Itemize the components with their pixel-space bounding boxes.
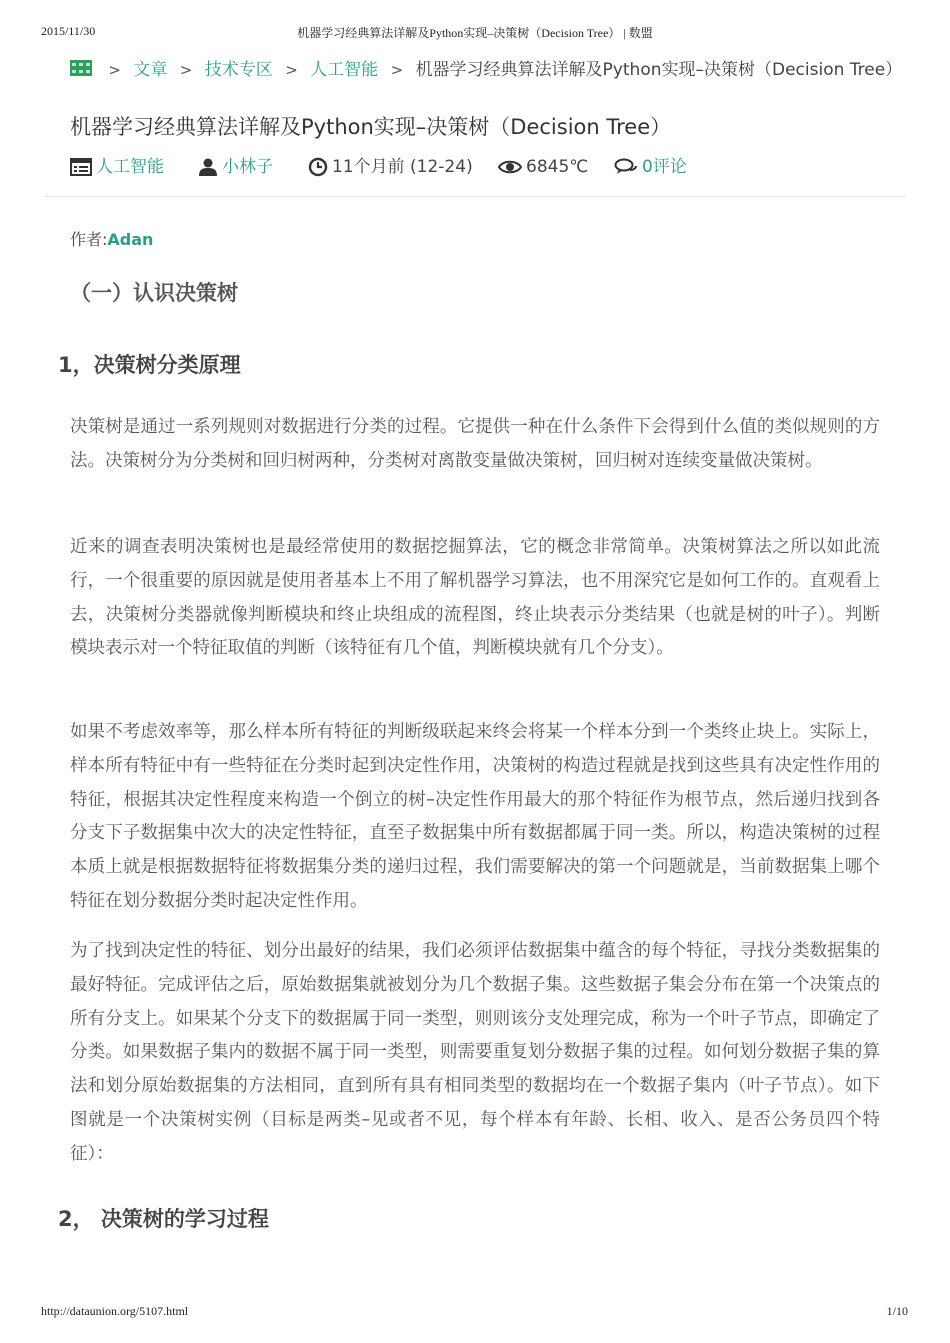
meta-time-text: 11个月前 (12-24) <box>332 157 473 177</box>
breadcrumb-separator: > <box>179 61 193 79</box>
meta-comments[interactable] <box>614 154 687 180</box>
meta-views <box>498 154 588 180</box>
meta-category-link[interactable]: 人工智能 <box>96 157 164 177</box>
subsection-1-title: 1，决策树分类原理 <box>58 353 241 377</box>
home-icon[interactable] <box>70 59 92 75</box>
breadcrumb-item-articles[interactable]: 文章 <box>133 60 168 80</box>
paragraph: 为了找到决定性的特征、划分出最好的结果，我们必须评估数据集中蕴含的每个特征，寻找分类数据集的最好特征。完成评估之后，原始数据集就被划分为几个数据子集。这些数据子集会分布在第一个决策点的所有分支上。如果某个分支下的数据属于同一类型，则则该分支处理完成，称为一个叶子节点，即确定了分类。如果数据子集内的数据不属于同一类型，则需要重复划分数据子集的过程。如何划分数据子集的算法和划分原始数据集的方法相同，直到所有具有相同类型的数据均在一个数据子集内（叶子节点）。如下图就是一个决策树实例（目标是两类–见或者不见，每个样本有年龄、长相、收入、是否公务员四个特征）： <box>70 941 880 1164</box>
breadcrumb-separator: > <box>285 61 298 79</box>
print-doc-title: 机器学习经典算法详解及Python实现–决策树（Decision Tree） | 数盟 <box>297 26 653 40</box>
print-header <box>0 24 950 40</box>
user-icon <box>198 158 218 176</box>
meta-category[interactable] <box>70 154 164 180</box>
meta-time <box>308 154 473 180</box>
breadcrumb-separator: > <box>108 61 121 79</box>
breadcrumb-separator: > <box>390 61 404 79</box>
meta-divider <box>44 196 906 197</box>
meta-views-text: 6845℃ <box>526 157 589 177</box>
breadcrumb <box>70 58 910 82</box>
print-url: http://dataunion.org/5107.html <box>41 1304 189 1318</box>
breadcrumb-item-tech-zone[interactable]: 技术专区 <box>204 60 273 80</box>
author-name: Adan <box>107 230 154 249</box>
category-icon <box>70 158 92 176</box>
breadcrumb-current: 机器学习经典算法详解及Python实现–决策树（Decision Tree） <box>415 60 903 80</box>
page-number: 1/10 <box>886 1304 908 1318</box>
print-footer <box>0 1304 950 1320</box>
article-title: 机器学习经典算法详解及Python实现–决策树（Decision Tree） <box>70 115 672 139</box>
clock-icon <box>308 157 328 177</box>
paragraph: 近来的调查表明决策树也是最经常使用的数据挖掘算法，它的概念非常简单。决策树算法之所以如此流行，一个很重要的原因就是使用者基本上不用了解机器学习算法，也不用深究它是如何工作的。直观看上去，决策树分类器就像判断模块和终止块组成的流程图，终止块表示分类结果（也就是树的叶子）。判断模块表示对一个特征取值的判断（该特征有几个值，判断模块就有几个分支）。 <box>70 537 880 659</box>
comment-icon <box>614 158 638 176</box>
meta-comments-link[interactable]: 0评论 <box>642 157 687 177</box>
author-label: 作者: <box>70 230 108 249</box>
print-date: 2015/11/30 <box>41 24 96 38</box>
meta-author[interactable] <box>198 154 273 180</box>
section-title: （一）认识决策树 <box>70 281 238 305</box>
article-author-line <box>70 229 153 251</box>
meta-author-link[interactable]: 小林子 <box>222 157 273 177</box>
breadcrumb-item-ai[interactable]: 人工智能 <box>310 60 379 80</box>
eye-icon <box>498 159 522 175</box>
paragraph: 如果不考虑效率等，那么样本所有特征的判断级联起来终会将某一个样本分到一个类终止块上。实际上，样本所有特征中有一些特征在分类时起到决定性作用，决策树的构造过程就是找到这些具有决定性作用的特征，根据其决定性程度来构造一个倒立的树–决定性作用最大的那个特征作为根节点，然后递归找到各分支下子数据集中次大的决定性特征，直至子数据集中所有数据都属于同一类。所以，构造决策树的过程本质上就是根据数据特征将数据集分类的递归过程，我们需要解决的第一个问题就是，当前数据集上哪个特征在划分数据分类时起决定性作用。 <box>70 722 880 911</box>
paragraph: 决策树是通过一系列规则对数据进行分类的过程。它提供一种在什么条件下会得到什么值的类似规则的方法。决策树分为分类树和回归树两种，分类树对离散变量做决策树，回归树对连续变量做决策树。 <box>70 417 880 471</box>
subsection-2-title: 2， 决策树的学习过程 <box>58 1207 269 1231</box>
